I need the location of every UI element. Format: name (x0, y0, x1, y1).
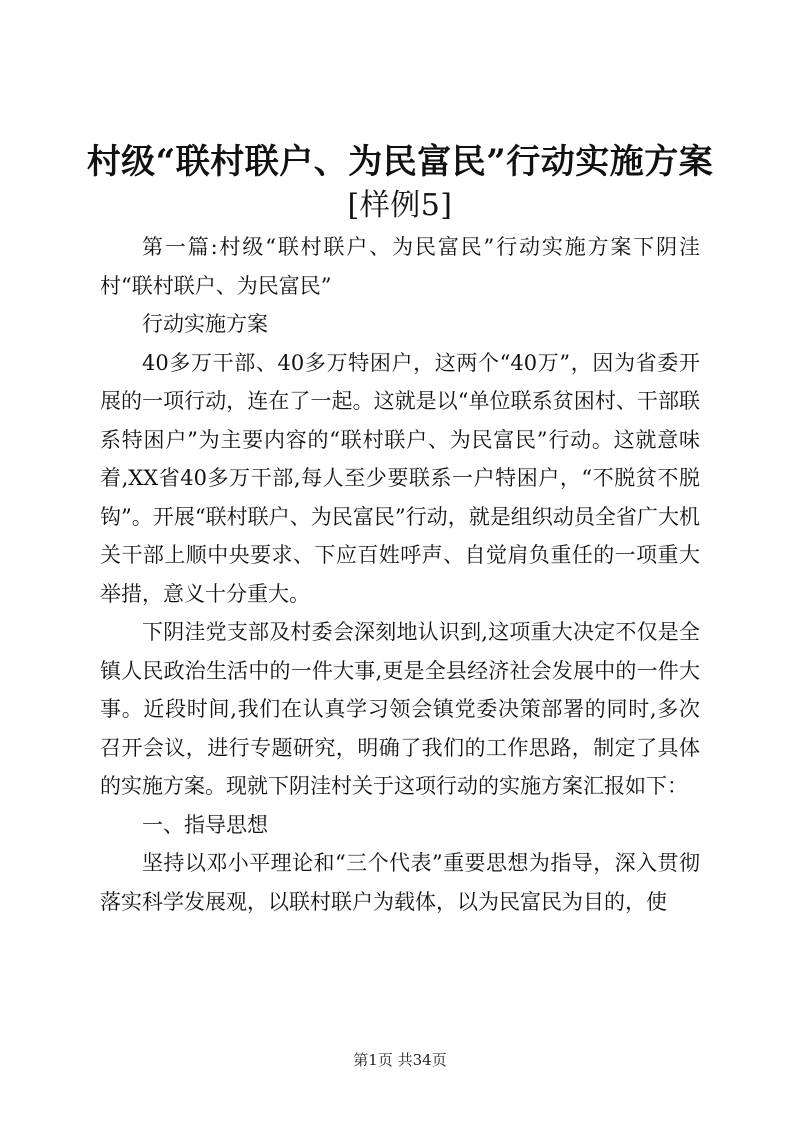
page-footer: 第1页 共34页 (353, 1051, 447, 1069)
section-heading: 一、指导思想 (142, 812, 268, 837)
paragraph: 行动实施方案 (142, 312, 268, 336)
paragraph: 第一篇:村级“联村联户、为民富民”行动实施方案下阴洼村“联村联户、为民富民” (100, 235, 700, 298)
paragraph: 40多万干部、40多万特困户，这两个“40万”，因为省委开展的一项行动，连在了一起。这就是以“单位联系贫困村、干部联系特困户”为主要内容的“联村联户、为民富民”行动。这就意味着,XX省40多万干部,每人至少要联系一户特困户，“不脱贫不脱钩”。开展“联村联户、为民富民”行动，就是组织动员全省广大机关干部上顺中央要求、下应百姓呼声、自觉肩负重任的一项重大举措，意义十分重大。 (100, 350, 700, 606)
document-body (100, 228, 700, 921)
paragraph: 坚持以邓小平理论和“三个代表”重要思想为指导，深入贯彻落实科学发展观，以联村联户为载体，以为民富民为目的，使 (100, 851, 700, 914)
document-title: 村级“联村联户、为民富民”行动实施方案 (86, 142, 714, 182)
document-subtitle: [样例5] (347, 188, 453, 223)
paragraph: 下阴洼党支部及村委会深刻地认识到,这项重大决定不仅是全镇人民政治生活中的一件大事,更是全县经济社会发展中的一件大事。近段时间,我们在认真学习领会镇党委决策部署的同时,多次召开会议，进行专题研究，明确了我们的工作思路，制定了具体的实施方案。现就下阴洼村关于这项行动的实施方案汇报如下： (100, 620, 700, 798)
